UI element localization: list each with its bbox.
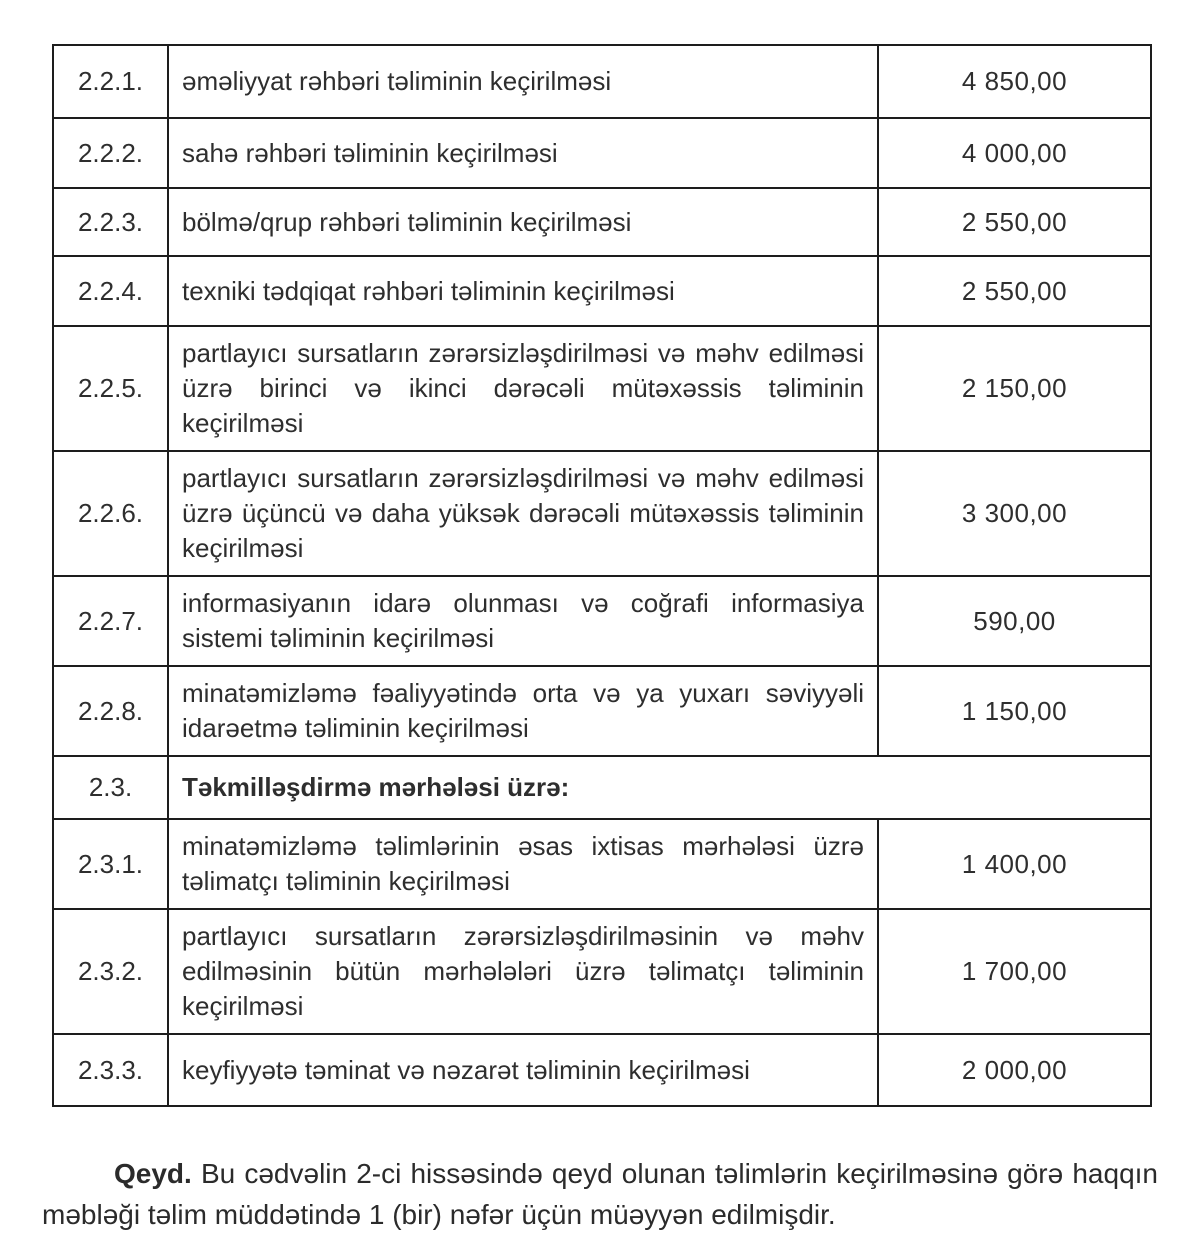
row-price: 1 150,00 (878, 666, 1151, 756)
fees-table (52, 44, 1152, 1107)
row-description: bölmə/qrup rəhbəri təliminin keçirilməsi (168, 188, 878, 256)
row-description: keyfiyyətə təminat və nəzarət təliminin keçirilməsi (168, 1034, 878, 1106)
row-price: 2 550,00 (878, 188, 1151, 256)
table-row (53, 256, 1151, 326)
row-description: informasiyanın idarə olunması və coğrafi informasiya sistemi təliminin keçirilməsi (168, 576, 878, 666)
row-price: 4 000,00 (878, 118, 1151, 188)
table-row (53, 451, 1151, 576)
row-price: 1 400,00 (878, 819, 1151, 909)
table-row (53, 45, 1151, 118)
footnote-text: Bu cədvəlin 2-ci hissəsində qeyd olunan təlimlərin keçirilməsinə görə haqqın məbləği təlim müddətində 1 (bir) nəfər üçün müəyyən edilmişdir. (42, 1158, 1158, 1230)
row-price: 2 550,00 (878, 256, 1151, 326)
table-row (53, 819, 1151, 909)
row-number: 2.3.1. (53, 819, 168, 909)
row-number: 2.2.2. (53, 118, 168, 188)
table-row (53, 576, 1151, 666)
table-section-row (53, 756, 1151, 819)
row-number: 2.2.8. (53, 666, 168, 756)
row-price: 4 850,00 (878, 45, 1151, 118)
row-price: 1 700,00 (878, 909, 1151, 1034)
table-row (53, 666, 1151, 756)
row-number: 2.3.3. (53, 1034, 168, 1106)
row-number: 2.2.4. (53, 256, 168, 326)
table-row (53, 909, 1151, 1034)
row-description: partlayıcı sursatların zərərsizləşdirilməsi və məhv edilməsi üzrə birinci və ikinci dərəcəli mütəxəssis təliminin keçirilməsi (168, 326, 878, 451)
table-row (53, 326, 1151, 451)
row-description: minatəmizləmə fəaliyyətində orta və ya yuxarı səviyyəli idarəetmə təliminin keçirilməsi (168, 666, 878, 756)
row-number: 2.2.6. (53, 451, 168, 576)
row-number: 2.2.3. (53, 188, 168, 256)
row-number: 2.3. (53, 756, 168, 819)
row-description: partlayıcı sursatların zərərsizləşdirilməsi və məhv edilməsi üzrə üçüncü və daha yüksək dərəcəli mütəxəssis təliminin keçirilməsi (168, 451, 878, 576)
section-title: Təkmilləşdirmə mərhələsi üzrə: (168, 756, 1151, 819)
row-description: texniki tədqiqat rəhbəri təliminin keçirilməsi (168, 256, 878, 326)
row-description: minatəmizləmə təlimlərinin əsas ixtisas mərhələsi üzrə təlimatçı təliminin keçirilməsi (168, 819, 878, 909)
footnote-label: Qeyd. (114, 1158, 192, 1189)
row-number: 2.2.5. (53, 326, 168, 451)
table-row (53, 118, 1151, 188)
row-number: 2.2.1. (53, 45, 168, 118)
table-row (53, 188, 1151, 256)
row-price: 590,00 (878, 576, 1151, 666)
row-number: 2.3.2. (53, 909, 168, 1034)
row-number: 2.2.7. (53, 576, 168, 666)
row-price: 2 000,00 (878, 1034, 1151, 1106)
row-description: sahə rəhbəri təliminin keçirilməsi (168, 118, 878, 188)
row-price: 2 150,00 (878, 326, 1151, 451)
row-description: əməliyyat rəhbəri təliminin keçirilməsi (168, 45, 878, 118)
footnote (42, 1153, 1158, 1235)
row-description: partlayıcı sursatların zərərsizləşdirilməsinin və məhv edilməsinin bütün mərhələləri üzrə təlimatçı təliminin keçirilməsi (168, 909, 878, 1034)
table-row (53, 1034, 1151, 1106)
row-price: 3 300,00 (878, 451, 1151, 576)
